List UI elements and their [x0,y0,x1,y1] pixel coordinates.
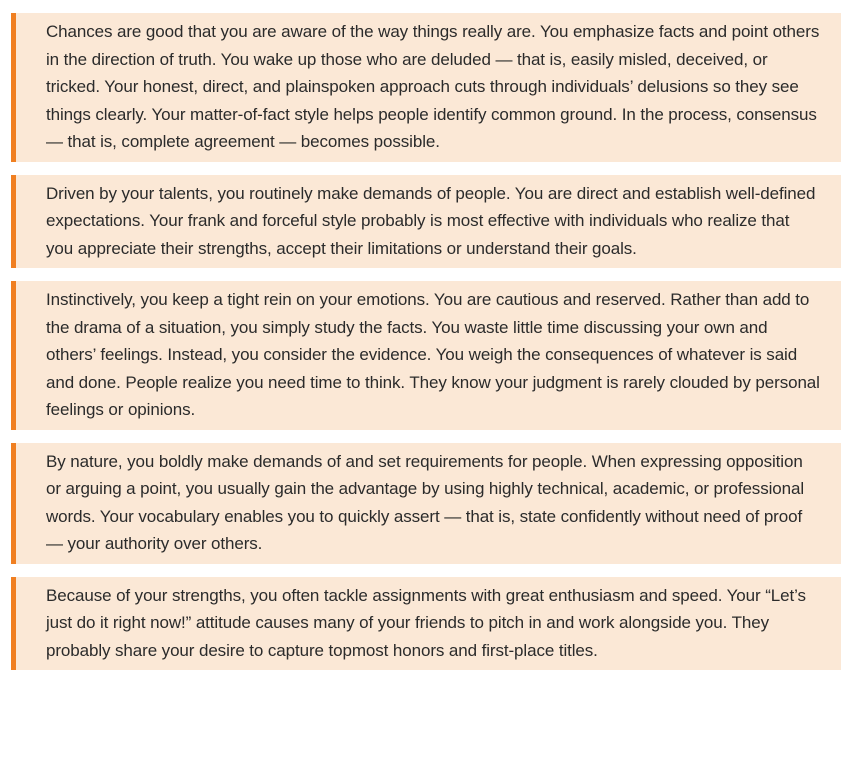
strength-statement-card [11,13,841,162]
strength-statement-card [11,577,841,671]
strength-statement-card [11,175,841,269]
strength-statement-text: Instinctively, you keep a tight rein on your emotions. You are cautious and reserved. Rather than add to the drama of a situation, you simply study the facts. You waste little time discussing your own and others’ feelings. Instead, you consider the evidence. You weigh the consequences of whatever is said and done. People realize you need time to think. They know your judgment is rarely clouded by personal feelings or opinions. [46,290,820,419]
strength-statement-text: Chances are good that you are aware of the way things really are. You emphasize facts and point others in the direction of truth. You wake up those who are deluded — that is, easily misled, deceived, or tricked. Your honest, direct, and plainspoken approach cuts through individuals’ delusions so they see things clearly. Your matter-of-fact style helps people identify common ground. In the process, consensus — that is, complete agreement — becomes possible. [46,22,820,151]
strength-statement-text: By nature, you boldly make demands of and set requirements for people. When expressing opposition or arguing a point, you usually gain the advantage by using highly technical, academic, or professional words. Your vocabulary enables you to quickly assert — that is, state confidently without need of proof — your authority over others. [46,451,805,553]
strength-statement-text: Because of your strengths, you often tackle assignments with great enthusiasm and speed. Your “Let’s just do it right now!” attitude causes many of your friends to pitch in and work alongside you. They probably share your desire to capture topmost honors and first-place titles. [46,585,806,660]
strength-statement-text: Driven by your talents, you routinely make demands of people. You are direct and establish well-defined expectations. Your frank and forceful style probably is most effective with individuals who realize that you appreciate their strengths, accept their limitations or understand their goals. [46,183,816,258]
strength-statement-card [11,281,841,430]
strength-statement-card [11,443,841,564]
strength-statement-list [11,13,841,683]
